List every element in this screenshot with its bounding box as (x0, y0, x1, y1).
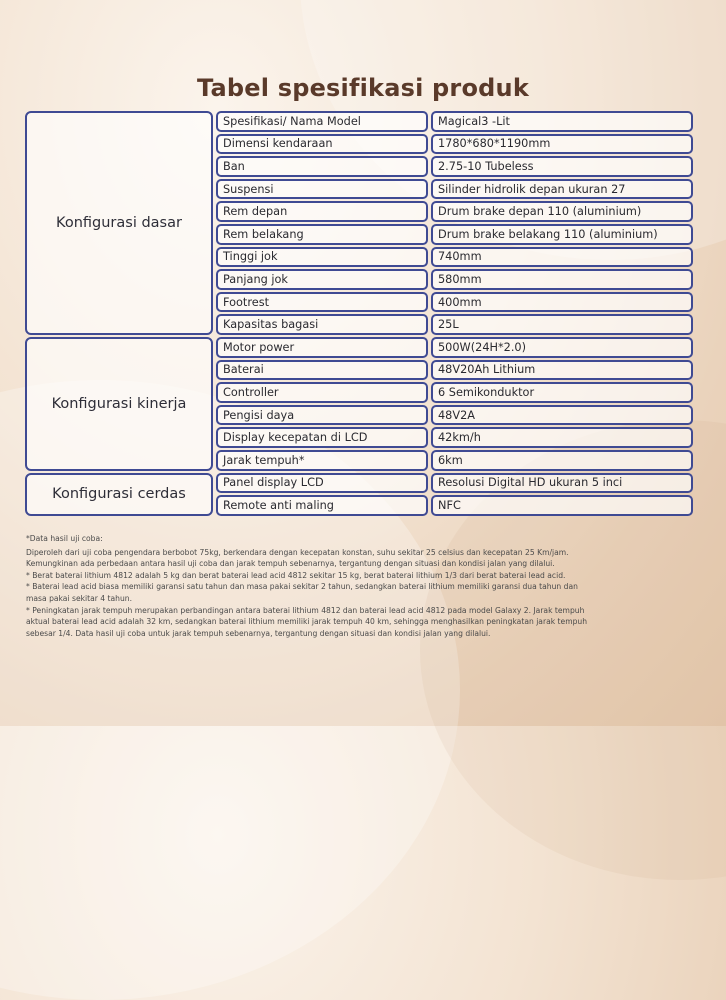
spec-name-cell: Panel display LCD (216, 473, 428, 494)
footnote-line: * Peningkatan jarak tempuh merupakan perbandingan antara baterai lithium 4812 dan baterai lead acid 4812 pada model Galaxy 2. Jarak tempuh (26, 605, 585, 615)
spec-name-cell: Suspensi (216, 179, 428, 200)
spec-value-cell: 48V20Ah Lithium (431, 360, 693, 381)
table-row (216, 134, 693, 155)
spec-table (25, 111, 693, 516)
table-row (216, 224, 693, 245)
footnote-line: * Baterai lead acid biasa memiliki garansi satu tahun dan masa pakai sekitar 2 tahun, sedangkan baterai lithium memiliki garansi dua tahun dan (26, 582, 578, 592)
spec-name-cell: Pengisi daya (216, 405, 428, 426)
spec-value-cell: Resolusi Digital HD ukuran 5 inci (431, 473, 693, 494)
spec-group (25, 337, 693, 471)
spec-name-cell: Footrest (216, 292, 428, 313)
footnote-line: * Berat baterai lithium 4812 adalah 5 kg dan berat baterai lead acid 4812 sekitar 15 kg, berat baterai lithium 1/3 dari berat baterai lead acid. (26, 570, 566, 580)
table-row (216, 314, 693, 335)
spec-name-cell: Motor power (216, 337, 428, 358)
spec-value-cell: 25L (431, 314, 693, 335)
table-row (216, 405, 693, 426)
spec-value-cell: 580mm (431, 269, 693, 290)
footnote-line: Kemungkinan ada perbedaan antara hasil uji coba dan jarak tempuh sebenarnya, tergantung dengan situasi dan kondisi jalan yang dilalui. (26, 559, 555, 569)
spec-name-cell: Tinggi jok (216, 247, 428, 268)
table-row (216, 111, 693, 132)
spec-value-cell: 6 Semikonduktor (431, 382, 693, 403)
table-row (216, 269, 693, 290)
spec-value-cell: 6km (431, 450, 693, 471)
spec-group (25, 473, 693, 516)
spec-name-cell: Jarak tempuh* (216, 450, 428, 471)
spec-name-cell: Baterai (216, 360, 428, 381)
category-label: Konfigurasi dasar (25, 111, 213, 335)
footnote-line: *Data hasil uji coba: (26, 534, 103, 543)
table-row (216, 427, 693, 448)
spec-name-cell: Ban (216, 156, 428, 177)
footnote-line: aktual baterai lead acid adalah 32 km, sedangkan baterai lithium memiliki jarak tempuh 40 km, sehingga menghasilkan peningkatan jarak tempuh (26, 617, 588, 627)
page-title: Tabel spesifikasi produk (197, 74, 529, 102)
table-row (216, 179, 693, 200)
spec-name-cell: Dimensi kendaraan (216, 134, 428, 155)
table-row (216, 292, 693, 313)
spec-value-cell: 500W(24H*2.0) (431, 337, 693, 358)
spec-value-cell: Drum brake belakang 110 (aluminium) (431, 224, 693, 245)
footnote-line: Diperoleh dari uji coba pengendara berbobot 75kg, berkendara dengan kecepatan konstan, suhu sekitar 25 celsius dan kecepatan 25 Km/jam. (26, 547, 569, 557)
spec-value-cell: 2.75-10 Tubeless (431, 156, 693, 177)
table-row (216, 337, 693, 358)
category-label: Konfigurasi kinerja (25, 337, 213, 471)
spec-name-cell: Rem depan (216, 201, 428, 222)
footnote-line: masa pakai sekitar 4 tahun. (26, 593, 133, 603)
spec-value-cell: 400mm (431, 292, 693, 313)
footnotes (26, 533, 698, 639)
spec-value-cell: NFC (431, 495, 693, 516)
spec-group (25, 111, 693, 335)
spec-name-cell: Panjang jok (216, 269, 428, 290)
spec-value-cell: 1780*680*1190mm (431, 134, 693, 155)
spec-name-cell: Rem belakang (216, 224, 428, 245)
spec-value-cell: Silinder hidrolik depan ukuran 27 (431, 179, 693, 200)
category-label: Konfigurasi cerdas (25, 473, 213, 516)
table-row (216, 473, 693, 494)
table-row (216, 201, 693, 222)
footnote-line: sebesar 1/4. Data hasil uji coba untuk jarak tempuh sebenarnya, tergantung dengan situasi dan kondisi jalan yang dilalui. (26, 628, 491, 638)
table-row (216, 450, 693, 471)
spec-name-cell: Remote anti maling (216, 495, 428, 516)
spec-name-cell: Display kecepatan di LCD (216, 427, 428, 448)
table-row (216, 360, 693, 381)
table-row (216, 156, 693, 177)
table-row (216, 247, 693, 268)
spec-value-cell: Drum brake depan 110 (aluminium) (431, 201, 693, 222)
spec-name-cell: Kapasitas bagasi (216, 314, 428, 335)
spec-name-cell: Spesifikasi/ Nama Model (216, 111, 428, 132)
table-row (216, 495, 693, 516)
table-row (216, 382, 693, 403)
spec-value-cell: 48V2A (431, 405, 693, 426)
spec-value-cell: Magical3 -Lit (431, 111, 693, 132)
spec-name-cell: Controller (216, 382, 428, 403)
spec-value-cell: 740mm (431, 247, 693, 268)
spec-value-cell: 42km/h (431, 427, 693, 448)
